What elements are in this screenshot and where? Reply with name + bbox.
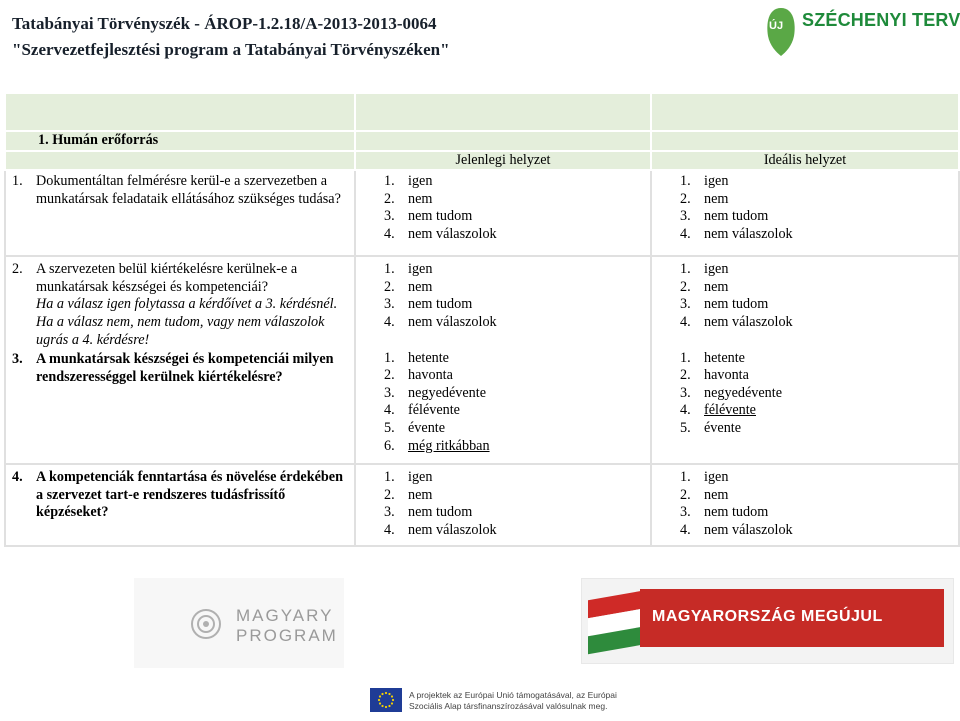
option-item: 2. nem xyxy=(680,278,729,295)
option-item: 4. nem válaszolok xyxy=(680,313,793,330)
option-item: 6. még ritkábban xyxy=(384,437,490,454)
option-item: 4. félévente xyxy=(680,402,756,419)
table-row xyxy=(5,256,959,464)
magyary-line2: PROGRAM xyxy=(236,626,338,645)
option-item: 3. negyedévente xyxy=(680,384,782,401)
option-item: 3. nem tudom xyxy=(384,504,473,521)
option-item: 3. nem tudom xyxy=(384,208,473,225)
current-options xyxy=(355,464,651,546)
option-item: 4. nem válaszolok xyxy=(384,313,497,330)
current-options xyxy=(355,170,651,256)
option-item: 4. félévente xyxy=(384,402,460,419)
option-item: 5. évente xyxy=(384,419,446,436)
szechenyi-logo-text: SZÉCHENYI TERV xyxy=(802,10,960,30)
option-item: 4. nem válaszolok xyxy=(680,521,793,538)
ideal-options xyxy=(651,256,959,464)
question-number: 1. xyxy=(12,173,23,190)
szechenyi-leaf-icon xyxy=(764,6,798,58)
option-item: 3. nem tudom xyxy=(680,208,769,225)
option-item: 2. havonta xyxy=(384,367,453,384)
szechenyi-terv-logo xyxy=(762,4,958,62)
question-number: 4. xyxy=(12,469,23,486)
option-item: 3. nem tudom xyxy=(680,504,769,521)
current-options xyxy=(355,256,651,464)
ideal-options xyxy=(651,464,959,546)
option-item: 2. nem xyxy=(680,190,729,207)
table-row xyxy=(5,170,959,256)
mm-banner xyxy=(640,589,944,647)
document-title: Tatabányai Törvényszék - ÁROP-1.2.18/A-2013-2013-0064 xyxy=(12,14,437,33)
option-item: 1. hetente xyxy=(384,349,449,366)
eu-funding-text-line2: Szociális Alap társfinanszírozásával valósulnak meg. xyxy=(409,701,608,711)
question-text: A munkatársak készségei és kompetenciái milyen rendszerességgel kerülnek kiértékelésre? xyxy=(36,351,334,385)
option-item: 2. nem xyxy=(384,190,433,207)
option-item: 3. negyedévente xyxy=(384,384,486,401)
option-item: 1. igen xyxy=(680,261,729,278)
question-number: 3. xyxy=(12,351,23,368)
table-spacer-row xyxy=(5,93,959,131)
option-item: 3. nem tudom xyxy=(384,296,473,313)
option-item: 2. nem xyxy=(384,486,433,503)
option-item: 1. igen xyxy=(384,173,433,190)
option-item: 3. nem tudom xyxy=(680,296,769,313)
option-item: 4. nem válaszolok xyxy=(384,225,497,242)
column-header-row xyxy=(5,151,959,171)
question-note: Ha a válasz igen folytassa a kérdőívet a 3. kérdésnél. Ha a válasz nem, nem tudom, vagy nem válaszolok ugrás a 4. kérdésre! xyxy=(36,296,338,348)
option-item: 4. nem válaszolok xyxy=(680,225,793,242)
question-cell xyxy=(5,170,355,256)
option-item: 2. nem xyxy=(384,278,433,295)
mm-banner-text: MAGYARORSZÁG MEGÚJUL xyxy=(652,608,883,625)
eu-funding-text-line1: A projektek az Európai Unió támogatásával, az Európai xyxy=(409,690,617,700)
question-text: Dokumentáltan felmérésre kerül-e a szervezetben a munkatársak feladataik ellátásához szükséges tudása? xyxy=(36,173,341,207)
question-text: A szervezeten belül kiértékelésre kerülnek-e a munkatársak készségei és kompetenciái? xyxy=(36,261,298,295)
magyary-line1: MAGYARY xyxy=(236,606,334,625)
question-cell xyxy=(5,464,355,546)
question-text: A kompetenciák fenntartása és növelése érdekében a szervezet tart-e rendszeres tudásfrissítő képzéseket? xyxy=(36,469,343,521)
magyarorszag-megujul-logo xyxy=(581,578,954,664)
ideal-options xyxy=(651,170,959,256)
szechenyi-badge: ÚJ xyxy=(769,20,784,32)
option-item: 2. nem xyxy=(680,486,729,503)
col-ideal-header: Ideális helyzet xyxy=(651,151,959,171)
option-item: 1. igen xyxy=(680,469,729,486)
question-cell xyxy=(5,256,355,464)
option-item: 2. havonta xyxy=(680,367,749,384)
option-item: 4. nem válaszolok xyxy=(384,521,497,538)
survey-table xyxy=(4,92,958,536)
option-item: 1. igen xyxy=(384,261,433,278)
question-number: 2. xyxy=(12,261,23,278)
option-item: 5. évente xyxy=(680,419,742,436)
section-title: 1. Humán erőforrás xyxy=(5,131,355,151)
document-subtitle: "Szervezetfejlesztési program a Tatabányai Törvényszéken" xyxy=(12,40,450,59)
magyary-emblem-icon xyxy=(190,608,222,640)
section-header-row xyxy=(5,131,959,151)
option-item: 1. igen xyxy=(384,469,433,486)
magyary-program-logo xyxy=(134,578,344,668)
col-current-header: Jelenlegi helyzet xyxy=(355,151,651,171)
eu-stars-icon xyxy=(370,688,402,712)
option-item: 1. igen xyxy=(680,173,729,190)
option-item: 1. hetente xyxy=(680,349,745,366)
table-row xyxy=(5,464,959,546)
eu-flag-icon xyxy=(370,688,402,712)
